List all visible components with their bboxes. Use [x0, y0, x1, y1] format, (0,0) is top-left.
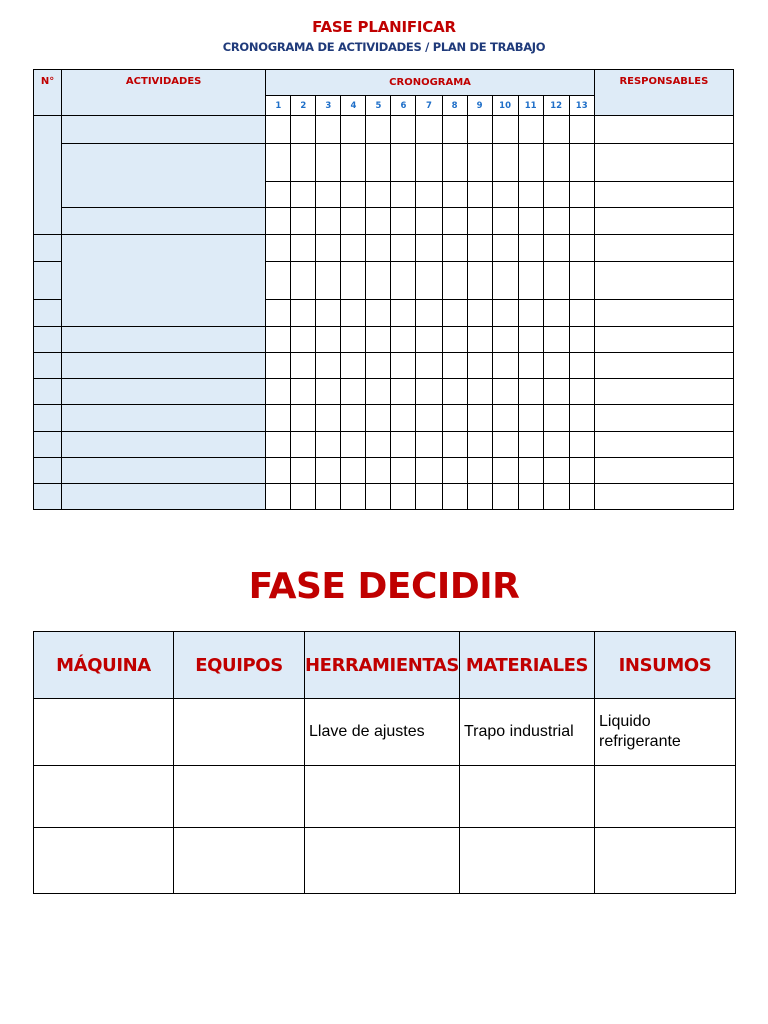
- number-cell[interactable]: [34, 484, 62, 510]
- schedule-cell[interactable]: [543, 405, 569, 432]
- schedule-cell[interactable]: [569, 405, 594, 432]
- schedule-cell[interactable]: [518, 353, 543, 379]
- number-cell[interactable]: [34, 353, 62, 379]
- responsible-cell[interactable]: [594, 432, 733, 458]
- schedule-cell[interactable]: [518, 262, 543, 300]
- header-number: N°: [34, 70, 62, 116]
- schedule-cell[interactable]: [391, 458, 416, 484]
- schedule-cell[interactable]: [391, 262, 416, 300]
- schedule-cell[interactable]: [518, 208, 543, 235]
- schedule-cell[interactable]: [391, 144, 416, 182]
- header-supplies: INSUMOS: [595, 632, 736, 699]
- table-cell: [460, 828, 595, 894]
- table-cell: Liquido refrigerante: [595, 699, 736, 766]
- schedule-cell[interactable]: [341, 405, 366, 432]
- number-cell[interactable]: [34, 116, 62, 235]
- schedule-cell[interactable]: [266, 116, 291, 144]
- day-header: 1: [266, 96, 291, 116]
- schedule-cell[interactable]: [266, 182, 291, 208]
- schedule-cell[interactable]: [416, 208, 442, 235]
- activity-cell[interactable]: [62, 327, 266, 353]
- header-activities: ACTIVIDADES: [62, 70, 266, 116]
- schedule-cell[interactable]: [467, 405, 492, 432]
- schedule-cell[interactable]: [341, 458, 366, 484]
- table-row: [34, 432, 734, 458]
- table-cell: [34, 766, 174, 828]
- schedule-cell[interactable]: [543, 458, 569, 484]
- schedule-cell[interactable]: [266, 300, 291, 327]
- schedule-cell[interactable]: [492, 262, 518, 300]
- schedule-cell[interactable]: [291, 432, 316, 458]
- schedule-cell[interactable]: [492, 353, 518, 379]
- schedule-cell[interactable]: [341, 182, 366, 208]
- schedule-cell[interactable]: [366, 353, 391, 379]
- schedule-cell[interactable]: [266, 144, 291, 182]
- number-cell[interactable]: [34, 458, 62, 484]
- schedule-cell[interactable]: [341, 484, 366, 510]
- schedule-cell[interactable]: [518, 458, 543, 484]
- schedule-cell[interactable]: [291, 300, 316, 327]
- schedule-cell[interactable]: [492, 208, 518, 235]
- responsible-cell[interactable]: [594, 262, 733, 300]
- table-row: [34, 116, 734, 144]
- schedule-cell[interactable]: [518, 405, 543, 432]
- schedule-cell[interactable]: [316, 182, 341, 208]
- number-cell[interactable]: [34, 235, 62, 262]
- schedule-cell[interactable]: [416, 353, 442, 379]
- number-cell[interactable]: [34, 432, 62, 458]
- responsible-cell[interactable]: [594, 235, 733, 262]
- number-cell[interactable]: [34, 405, 62, 432]
- schedule-cell[interactable]: [467, 262, 492, 300]
- schedule-cell[interactable]: [416, 235, 442, 262]
- day-header: 6: [391, 96, 416, 116]
- schedule-cell[interactable]: [467, 182, 492, 208]
- responsible-cell[interactable]: [594, 182, 733, 208]
- responsible-cell[interactable]: [594, 353, 733, 379]
- table-cell: [595, 766, 736, 828]
- table-row: [34, 458, 734, 484]
- activity-cell[interactable]: [62, 235, 266, 327]
- schedule-cell[interactable]: [467, 327, 492, 353]
- day-header: 2: [291, 96, 316, 116]
- schedule-cell[interactable]: [341, 300, 366, 327]
- activity-cell[interactable]: [62, 484, 266, 510]
- schedule-cell[interactable]: [316, 327, 341, 353]
- schedule-cell[interactable]: [569, 116, 594, 144]
- day-header: 13: [569, 96, 594, 116]
- schedule-cell[interactable]: [467, 144, 492, 182]
- schedule-cell[interactable]: [366, 405, 391, 432]
- schedule-cell[interactable]: [518, 182, 543, 208]
- schedule-cell[interactable]: [291, 458, 316, 484]
- activity-cell[interactable]: [62, 116, 266, 144]
- schedule-cell[interactable]: [341, 235, 366, 262]
- schedule-cell[interactable]: [266, 327, 291, 353]
- schedule-cell[interactable]: [366, 116, 391, 144]
- schedule-cell[interactable]: [416, 458, 442, 484]
- schedule-cell[interactable]: [266, 235, 291, 262]
- table-cell: [305, 828, 460, 894]
- schedule-cell[interactable]: [442, 300, 467, 327]
- responsible-cell[interactable]: [594, 327, 733, 353]
- schedule-cell[interactable]: [416, 182, 442, 208]
- schedule-cell[interactable]: [518, 300, 543, 327]
- schedule-cell[interactable]: [543, 353, 569, 379]
- schedule-cell[interactable]: [492, 327, 518, 353]
- schedule-cell[interactable]: [391, 484, 416, 510]
- schedule-cell[interactable]: [442, 235, 467, 262]
- schedule-cell[interactable]: [569, 262, 594, 300]
- schedule-cell[interactable]: [543, 300, 569, 327]
- schedule-cell[interactable]: [366, 458, 391, 484]
- activity-cell[interactable]: [62, 458, 266, 484]
- header-machine: MÁQUINA: [34, 632, 174, 699]
- table-cell: Llave de ajustes: [305, 699, 460, 766]
- table-row: [34, 828, 736, 894]
- schedule-cell[interactable]: [569, 458, 594, 484]
- schedule-cell[interactable]: [543, 116, 569, 144]
- schedule-cell[interactable]: [492, 458, 518, 484]
- schedule-cell[interactable]: [569, 327, 594, 353]
- schedule-cell[interactable]: [518, 432, 543, 458]
- schedule-cell[interactable]: [391, 327, 416, 353]
- schedule-cell[interactable]: [442, 208, 467, 235]
- responsible-cell[interactable]: [594, 484, 733, 510]
- schedule-cell[interactable]: [569, 484, 594, 510]
- schedule-cell[interactable]: [316, 262, 341, 300]
- schedule-cell[interactable]: [291, 327, 316, 353]
- schedule-cell[interactable]: [569, 432, 594, 458]
- responsible-cell[interactable]: [594, 116, 733, 144]
- schedule-cell[interactable]: [416, 327, 442, 353]
- plan-title: FASE PLANIFICAR: [312, 18, 456, 36]
- schedule-cell[interactable]: [341, 262, 366, 300]
- table-row: [34, 353, 734, 379]
- schedule-cell[interactable]: [291, 262, 316, 300]
- number-cell[interactable]: [34, 379, 62, 405]
- header-schedule: CRONOGRAMA: [266, 70, 594, 96]
- schedule-cell[interactable]: [416, 484, 442, 510]
- responsible-cell[interactable]: [594, 458, 733, 484]
- schedule-cell[interactable]: [266, 458, 291, 484]
- day-header: 9: [467, 96, 492, 116]
- schedule-cell[interactable]: [391, 379, 416, 405]
- plan-subtitle: CRONOGRAMA DE ACTIVIDADES / PLAN DE TRABAJO: [222, 40, 546, 54]
- day-header: 3: [316, 96, 341, 116]
- schedule-cell[interactable]: [341, 116, 366, 144]
- schedule-cell[interactable]: [266, 432, 291, 458]
- schedule-cell[interactable]: [492, 300, 518, 327]
- schedule-cell[interactable]: [467, 116, 492, 144]
- schedule-cell[interactable]: [569, 379, 594, 405]
- table-cell: [34, 828, 174, 894]
- responsible-cell[interactable]: [594, 300, 733, 327]
- schedule-cell[interactable]: [442, 432, 467, 458]
- schedule-cell[interactable]: [291, 235, 316, 262]
- schedule-cell[interactable]: [416, 300, 442, 327]
- schedule-cell[interactable]: [492, 235, 518, 262]
- table-cell: [174, 766, 305, 828]
- schedule-cell[interactable]: [569, 353, 594, 379]
- schedule-cell[interactable]: [366, 379, 391, 405]
- responsible-cell[interactable]: [594, 405, 733, 432]
- schedule-cell[interactable]: [291, 353, 316, 379]
- schedule-cell[interactable]: [569, 182, 594, 208]
- decide-title: FASE DECIDIR: [248, 566, 520, 607]
- schedule-cell[interactable]: [569, 300, 594, 327]
- table-row: [34, 379, 734, 405]
- schedule-cell[interactable]: [366, 262, 391, 300]
- schedule-cell[interactable]: [366, 182, 391, 208]
- table-cell: [34, 699, 174, 766]
- schedule-cell[interactable]: [316, 405, 341, 432]
- schedule-cell[interactable]: [366, 300, 391, 327]
- schedule-cell[interactable]: [518, 484, 543, 510]
- schedule-cell[interactable]: [341, 432, 366, 458]
- schedule-cell[interactable]: [291, 182, 316, 208]
- resources-table: [33, 631, 736, 894]
- table-cell: [174, 699, 305, 766]
- schedule-cell[interactable]: [416, 262, 442, 300]
- day-header: 11: [518, 96, 543, 116]
- schedule-cell[interactable]: [266, 353, 291, 379]
- schedule-cell[interactable]: [492, 405, 518, 432]
- schedule-cell[interactable]: [442, 144, 467, 182]
- table-cell: [174, 828, 305, 894]
- day-header: 5: [366, 96, 391, 116]
- schedule-cell[interactable]: [316, 116, 341, 144]
- schedule-cell[interactable]: [492, 182, 518, 208]
- schedule-cell[interactable]: [492, 379, 518, 405]
- schedule-cell[interactable]: [492, 144, 518, 182]
- schedule-cell[interactable]: [316, 144, 341, 182]
- schedule-cell[interactable]: [341, 327, 366, 353]
- schedule-cell[interactable]: [291, 405, 316, 432]
- schedule-cell[interactable]: [467, 484, 492, 510]
- schedule-cell[interactable]: [391, 300, 416, 327]
- schedule-cell[interactable]: [467, 432, 492, 458]
- responsible-cell[interactable]: [594, 144, 733, 182]
- table-row: [34, 235, 734, 262]
- number-cell[interactable]: [34, 262, 62, 300]
- schedule-cell[interactable]: [316, 432, 341, 458]
- table-row: [34, 208, 734, 235]
- schedule-cell[interactable]: [316, 208, 341, 235]
- schedule-cell[interactable]: [266, 262, 291, 300]
- schedule-cell[interactable]: [391, 235, 416, 262]
- schedule-cell[interactable]: [416, 432, 442, 458]
- activity-cell[interactable]: [62, 405, 266, 432]
- schedule-cell[interactable]: [416, 116, 442, 144]
- schedule-cell[interactable]: [442, 484, 467, 510]
- schedule-cell[interactable]: [467, 208, 492, 235]
- schedule-cell[interactable]: [518, 379, 543, 405]
- schedule-cell[interactable]: [366, 327, 391, 353]
- schedule-cell[interactable]: [316, 458, 341, 484]
- schedule-cell[interactable]: [291, 116, 316, 144]
- schedule-cell[interactable]: [416, 405, 442, 432]
- schedule-cell[interactable]: [341, 379, 366, 405]
- schedule-cell[interactable]: [442, 262, 467, 300]
- table-row: [34, 766, 736, 828]
- table-row: [34, 144, 734, 182]
- schedule-cell[interactable]: [366, 208, 391, 235]
- schedule-cell[interactable]: [543, 208, 569, 235]
- table-cell: [460, 766, 595, 828]
- schedule-cell[interactable]: [266, 208, 291, 235]
- schedule-cell[interactable]: [266, 379, 291, 405]
- schedule-cell[interactable]: [291, 484, 316, 510]
- activity-cell[interactable]: [62, 353, 266, 379]
- schedule-cell[interactable]: [543, 262, 569, 300]
- schedule-cell[interactable]: [366, 144, 391, 182]
- schedule-cell[interactable]: [543, 182, 569, 208]
- schedule-cell[interactable]: [442, 182, 467, 208]
- schedule-cell[interactable]: [442, 458, 467, 484]
- schedule-cell[interactable]: [518, 116, 543, 144]
- schedule-cell[interactable]: [442, 405, 467, 432]
- schedule-cell[interactable]: [366, 432, 391, 458]
- schedule-cell[interactable]: [316, 235, 341, 262]
- header-materials: MATERIALES: [460, 632, 595, 699]
- table-row: [34, 405, 734, 432]
- number-cell[interactable]: [34, 300, 62, 327]
- schedule-cell[interactable]: [316, 379, 341, 405]
- schedule-table: [33, 69, 734, 510]
- schedule-cell[interactable]: [467, 458, 492, 484]
- schedule-cell[interactable]: [391, 432, 416, 458]
- schedule-cell[interactable]: [291, 144, 316, 182]
- schedule-cell[interactable]: [543, 379, 569, 405]
- schedule-cell[interactable]: [467, 379, 492, 405]
- schedule-cell[interactable]: [391, 116, 416, 144]
- header-tools: HERRAMIENTAS: [305, 632, 460, 699]
- schedule-cell[interactable]: [543, 432, 569, 458]
- schedule-cell[interactable]: [341, 353, 366, 379]
- header-equipment: EQUIPOS: [174, 632, 305, 699]
- schedule-cell[interactable]: [291, 208, 316, 235]
- activity-cell[interactable]: [62, 144, 266, 208]
- schedule-cell[interactable]: [467, 235, 492, 262]
- table-row: [34, 484, 734, 510]
- schedule-cell[interactable]: [391, 182, 416, 208]
- schedule-cell[interactable]: [316, 300, 341, 327]
- schedule-cell[interactable]: [492, 432, 518, 458]
- activity-cell[interactable]: [62, 208, 266, 235]
- schedule-cell[interactable]: [467, 300, 492, 327]
- schedule-cell[interactable]: [366, 235, 391, 262]
- schedule-cell[interactable]: [266, 484, 291, 510]
- schedule-cell[interactable]: [518, 144, 543, 182]
- schedule-cell[interactable]: [543, 327, 569, 353]
- schedule-cell[interactable]: [316, 353, 341, 379]
- schedule-cell[interactable]: [518, 327, 543, 353]
- schedule-cell[interactable]: [442, 327, 467, 353]
- day-header: 7: [416, 96, 442, 116]
- table-cell: Trapo industrial: [460, 699, 595, 766]
- schedule-cell[interactable]: [492, 116, 518, 144]
- schedule-cell[interactable]: [341, 144, 366, 182]
- schedule-cell[interactable]: [569, 144, 594, 182]
- schedule-cell[interactable]: [391, 208, 416, 235]
- schedule-cell[interactable]: [266, 405, 291, 432]
- day-header: 10: [492, 96, 518, 116]
- schedule-cell[interactable]: [341, 208, 366, 235]
- schedule-cell[interactable]: [442, 116, 467, 144]
- table-row: [34, 327, 734, 353]
- day-header: 8: [442, 96, 467, 116]
- table-cell: [305, 766, 460, 828]
- header-responsible: RESPONSABLES: [594, 70, 733, 116]
- schedule-cell[interactable]: [416, 144, 442, 182]
- schedule-cell[interactable]: [442, 353, 467, 379]
- schedule-cell[interactable]: [518, 235, 543, 262]
- activity-cell[interactable]: [62, 432, 266, 458]
- schedule-cell[interactable]: [569, 208, 594, 235]
- schedule-cell[interactable]: [316, 484, 341, 510]
- schedule-cell[interactable]: [391, 405, 416, 432]
- table-cell: [595, 828, 736, 894]
- day-header: 4: [341, 96, 366, 116]
- number-cell[interactable]: [34, 327, 62, 353]
- schedule-cell[interactable]: [366, 484, 391, 510]
- schedule-cell[interactable]: [543, 235, 569, 262]
- schedule-cell[interactable]: [416, 379, 442, 405]
- schedule-cell[interactable]: [391, 353, 416, 379]
- schedule-cell[interactable]: [442, 379, 467, 405]
- schedule-cell[interactable]: [467, 353, 492, 379]
- schedule-cell[interactable]: [543, 144, 569, 182]
- schedule-cell[interactable]: [543, 484, 569, 510]
- table-row: [34, 699, 736, 766]
- day-header: 12: [543, 96, 569, 116]
- responsible-cell[interactable]: [594, 379, 733, 405]
- schedule-cell[interactable]: [291, 379, 316, 405]
- responsible-cell[interactable]: [594, 208, 733, 235]
- schedule-cell[interactable]: [492, 484, 518, 510]
- activity-cell[interactable]: [62, 379, 266, 405]
- schedule-cell[interactable]: [569, 235, 594, 262]
